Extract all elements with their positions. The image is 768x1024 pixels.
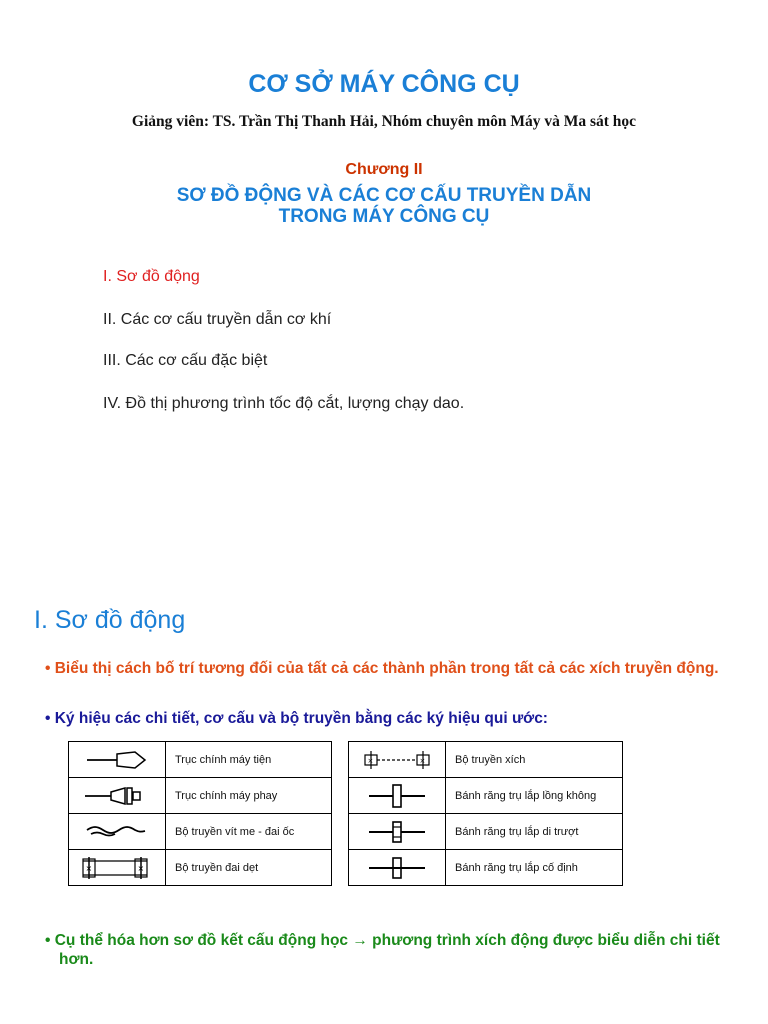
table-row: [69, 742, 332, 778]
symbol-label: Bộ truyền xích: [446, 742, 623, 778]
flat-belt-drive-icon: [75, 853, 159, 883]
loose-gear-icon: [357, 782, 437, 810]
svg-text:×: ×: [419, 756, 426, 765]
svg-text:×: ×: [367, 756, 374, 765]
symbol-label: Bộ truyền đai dẹt: [166, 850, 332, 886]
symbol-label: Trục chính máy tiện: [166, 742, 332, 778]
chapter-title-line-2: TRONG MÁY CÔNG CỤ: [278, 206, 490, 227]
sliding-gear-icon: [357, 818, 437, 846]
symbol-label: Bánh răng trụ lắp lồng không: [446, 778, 623, 814]
svg-text:×: ×: [137, 863, 145, 873]
symbols-table-right: [348, 741, 623, 886]
symbol-label: Bộ truyền vít me - đai ốc: [166, 814, 332, 850]
table-row: [349, 850, 623, 886]
table-row: [349, 742, 623, 778]
milling-spindle-icon: [77, 784, 157, 808]
table-row: [69, 850, 332, 886]
fixed-gear-icon: [357, 854, 437, 882]
toc-item-4[interactable]: IV. Đồ thị phương trình tốc độ cắt, lượng chạy dao.: [103, 395, 465, 412]
section-heading: I. Sơ đồ động: [34, 606, 186, 634]
table-row: [349, 814, 623, 850]
chain-drive-icon: [355, 748, 439, 772]
symbol-label: Bánh răng trụ lắp cố định: [446, 850, 623, 886]
toc-item-1[interactable]: I. Sơ đồ động: [103, 268, 200, 285]
lecturer-line: Giảng viên: TS. Trần Thị Thanh Hải, Nhóm chuyên môn Máy và Ma sát học: [131, 113, 637, 130]
table-row: [69, 814, 332, 850]
symbol-label: Trục chính máy phay: [166, 778, 332, 814]
table-row: [69, 778, 332, 814]
lead-screw-nut-icon: [77, 820, 157, 844]
page-title: CƠ SỞ MÁY CÔNG CỤ: [248, 70, 520, 98]
toc-item-2[interactable]: II. Các cơ cấu truyền dẫn cơ khí: [103, 311, 332, 328]
chapter-label: Chương II: [345, 161, 423, 178]
symbol-label: Bánh răng trụ lắp di trượt: [446, 814, 623, 850]
toc-item-3[interactable]: III. Các cơ cấu đặc biệt: [103, 352, 268, 369]
bullet-symbols-intro: • Ký hiệu các chi tiết, cơ cấu và bộ truyền bằng các ký hiệu qui ước:: [45, 710, 548, 727]
chapter-title-line-1: SƠ ĐỒ ĐỘNG VÀ CÁC CƠ CẤU TRUYỀN DẪN: [176, 185, 592, 206]
bullet-detail-note: • Cụ thể hóa hơn sơ đồ kết cấu động học → phương trình xích động được biểu diễn chi tiết hơn.: [45, 932, 720, 968]
table-row: [349, 778, 623, 814]
svg-text:×: ×: [85, 863, 93, 873]
lathe-spindle-icon: [77, 748, 157, 772]
bullet-layout-description: • Biểu thị cách bố trí tương đối của tất cả các thành phần trong tất cả các xích truyền động.: [45, 660, 719, 677]
symbols-table-left: [68, 741, 332, 886]
chapter-title: [0, 185, 768, 227]
